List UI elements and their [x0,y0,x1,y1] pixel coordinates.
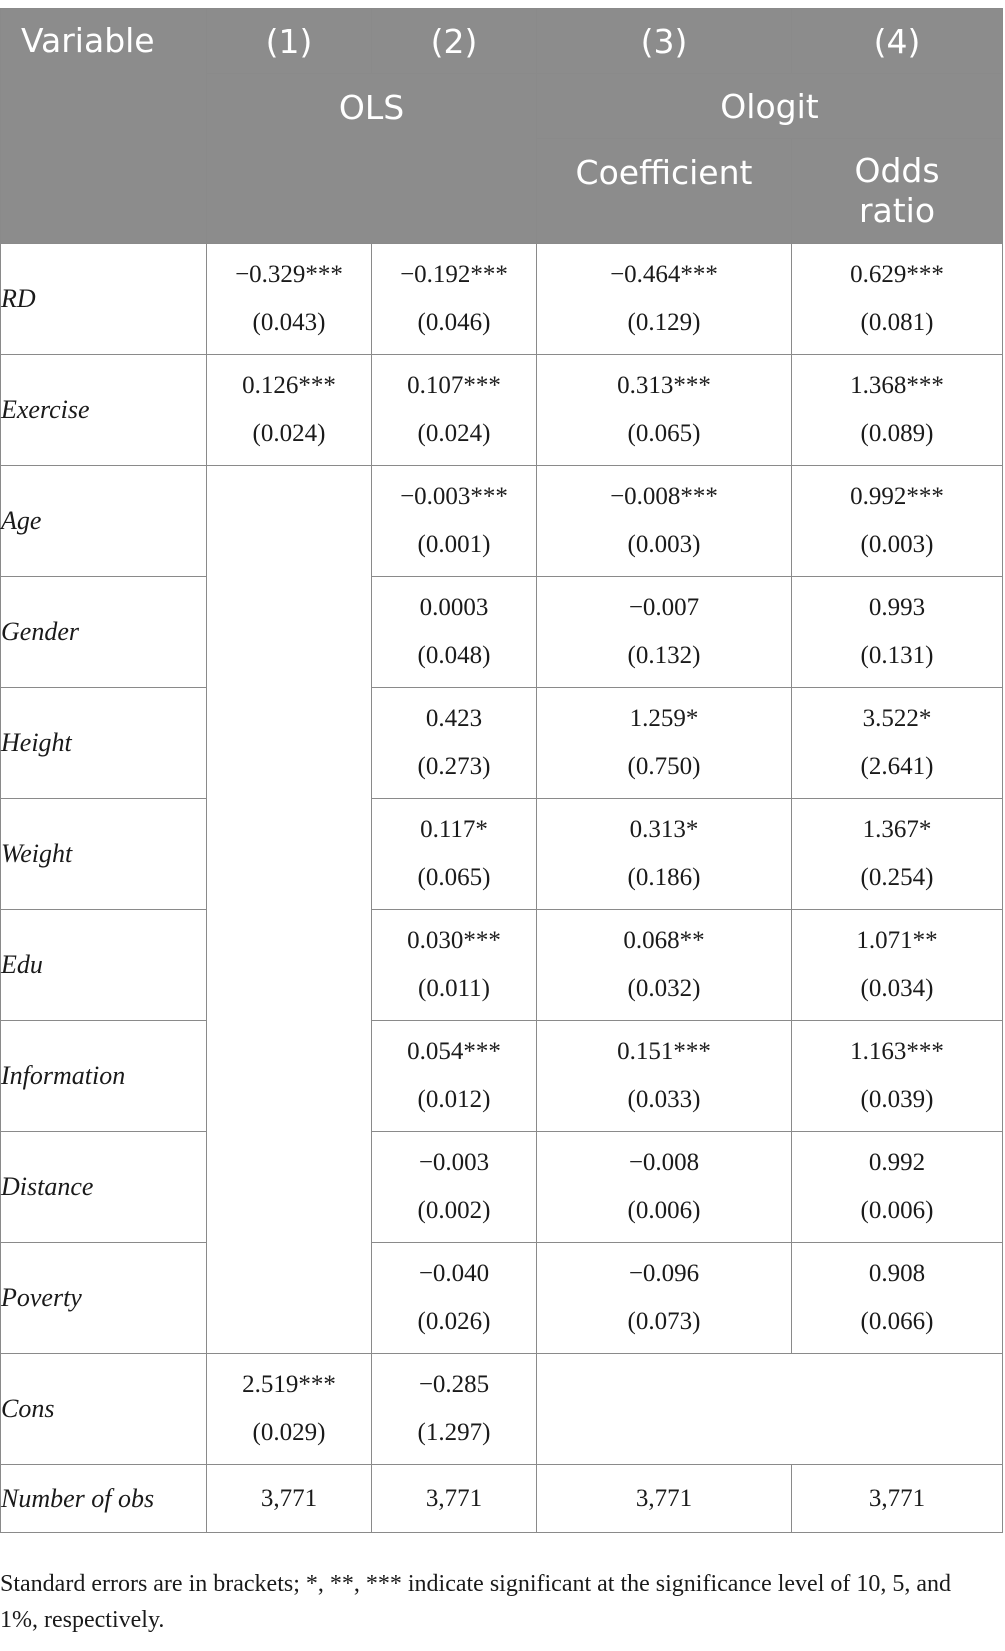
table-row-number-of-obs [1,1465,1003,1533]
stderr: (0.003) [627,531,701,558]
cell [372,1132,537,1243]
stderr: (0.132) [627,642,701,669]
coef: −0.007 [628,594,700,621]
coef: 0.030*** [407,927,501,954]
coef: 2.519*** [242,1371,336,1398]
coef: 1.071** [856,927,938,954]
stderr: (0.003) [860,531,934,558]
table-row-rd [1,244,1003,355]
cell [372,688,537,799]
cell [792,466,1003,577]
coef: 0.313*** [617,372,711,399]
stderr: (0.043) [252,309,326,336]
stderr: (0.011) [418,975,490,1002]
stderr: (0.033) [627,1086,701,1113]
table-row-height [1,688,1003,799]
table-body [1,244,1003,1533]
cell [207,355,372,466]
table-row-edu [1,910,1003,1021]
cell [792,244,1003,355]
coef: 0.054*** [407,1038,501,1065]
coef: 0.126*** [242,372,336,399]
stderr: (0.024) [417,420,491,447]
stderr: (0.254) [860,864,934,891]
table-row-information [1,1021,1003,1132]
coef: −0.040 [418,1260,490,1287]
cell [792,355,1003,466]
row-label: Poverty [1,1243,207,1354]
coef: 1.259* [629,705,699,732]
stderr: (0.081) [860,309,934,336]
coef: −0.329*** [235,261,343,288]
stderr: (0.046) [417,309,491,336]
coef: 0.629*** [850,261,944,288]
cell [372,1243,537,1354]
coefficient-subheader: Coefficient [537,139,792,244]
cell [372,244,537,355]
cell [372,1354,537,1465]
coef: 0.992 [868,1149,926,1176]
stderr: (0.129) [627,309,701,336]
row-label: Number of obs [1,1465,207,1533]
table-row-exercise [1,355,1003,466]
stderr: (0.034) [860,975,934,1002]
stderr: (0.024) [252,420,326,447]
cell [792,910,1003,1021]
row-label: Height [1,688,207,799]
ols-group-header: OLS [207,74,537,244]
coef: −0.285 [418,1371,490,1398]
cell [537,577,792,688]
coef: 0.423 [425,705,483,732]
stderr: (0.065) [417,864,491,891]
row-label: Weight [1,799,207,910]
obs-cell: 3,771 [537,1465,792,1533]
obs-cell: 3,771 [792,1465,1003,1533]
obs-cell: 3,771 [372,1465,537,1533]
cell [537,466,792,577]
stderr: (0.026) [417,1308,491,1335]
table-row-gender [1,577,1003,688]
row-label: Gender [1,577,207,688]
row-label: Information [1,1021,207,1132]
row-label: Edu [1,910,207,1021]
table-footnote: Standard errors are in brackets; *, **, *** indicate significant at the significance level of 10, 5, and 1%, respectively. [0,1571,952,1633]
table-row-poverty [1,1243,1003,1354]
regression-table [0,8,1003,1533]
empty-merged-cell [537,1354,1003,1465]
stderr: (0.065) [627,420,701,447]
cell [372,910,537,1021]
cell [537,1132,792,1243]
cell [537,355,792,466]
stderr: (0.032) [627,975,701,1002]
coef: 0.117* [420,816,488,843]
table-row-distance [1,1132,1003,1243]
stderr: (0.089) [860,420,934,447]
coef: −0.003 [418,1149,490,1176]
cell [537,688,792,799]
cell [537,244,792,355]
cell [792,799,1003,910]
odds-ratio-subheader [792,139,1003,244]
stderr: (2.641) [860,753,934,780]
cell [372,355,537,466]
obs-cell: 3,771 [207,1465,372,1533]
cell [372,577,537,688]
table-row-cons [1,1354,1003,1465]
coef: 0.993 [868,594,926,621]
column-header-1: (1) [207,9,372,74]
variable-column-header: Variable [1,9,207,244]
cell [207,244,372,355]
stderr: (0.006) [627,1197,701,1224]
stderr: (1.297) [417,1419,491,1446]
coef: −0.192*** [400,261,508,288]
cell [792,688,1003,799]
table-header [1,9,1003,244]
coef: 3.522* [862,705,932,732]
stderr: (0.186) [627,864,701,891]
coef: 1.368*** [850,372,944,399]
table-row-age [1,466,1003,577]
cell [207,1354,372,1465]
coef: −0.464*** [610,261,718,288]
coef: 0.0003 [419,594,489,621]
cell [537,1243,792,1354]
stderr: (0.273) [417,753,491,780]
cell [792,577,1003,688]
coef: 0.151*** [617,1038,711,1065]
cell [372,1021,537,1132]
stderr: (0.066) [860,1308,934,1335]
cell [792,1243,1003,1354]
coef: −0.008*** [610,483,718,510]
stderr: (0.001) [417,531,491,558]
cell [372,799,537,910]
odds-ratio-line-2: ratio [858,191,936,230]
cell [372,466,537,577]
cell [537,799,792,910]
stderr: (0.750) [627,753,701,780]
ologit-group-header: Ologit [537,74,1003,139]
coef: 0.313* [629,816,699,843]
row-label: RD [1,244,207,355]
stderr: (0.002) [417,1197,491,1224]
cell [792,1132,1003,1243]
coef: 1.367* [862,816,932,843]
stderr: (0.048) [417,642,491,669]
column-header-4: (4) [792,9,1003,74]
coef: −0.008 [628,1149,700,1176]
stderr: (0.073) [627,1308,701,1335]
coef: 0.068** [623,927,705,954]
coef: 0.908 [868,1260,926,1287]
column-header-3: (3) [537,9,792,74]
empty-merged-cell [207,466,372,1354]
odds-ratio-line-1: Odds [854,151,940,190]
coef: −0.003*** [400,483,508,510]
stderr: (0.039) [860,1086,934,1113]
row-label: Exercise [1,355,207,466]
cell [537,910,792,1021]
coef: 1.163*** [850,1038,944,1065]
stderr: (0.012) [417,1086,491,1113]
row-label: Age [1,466,207,577]
coef: −0.096 [628,1260,700,1287]
stderr: (0.029) [252,1419,326,1446]
coef: 0.992*** [850,483,944,510]
row-label: Distance [1,1132,207,1243]
column-header-2: (2) [372,9,537,74]
stderr: (0.131) [860,642,934,669]
row-label: Cons [1,1354,207,1465]
coef: 0.107*** [407,372,501,399]
cell [537,1021,792,1132]
stderr: (0.006) [860,1197,934,1224]
cell [792,1021,1003,1132]
table-row-weight [1,799,1003,910]
